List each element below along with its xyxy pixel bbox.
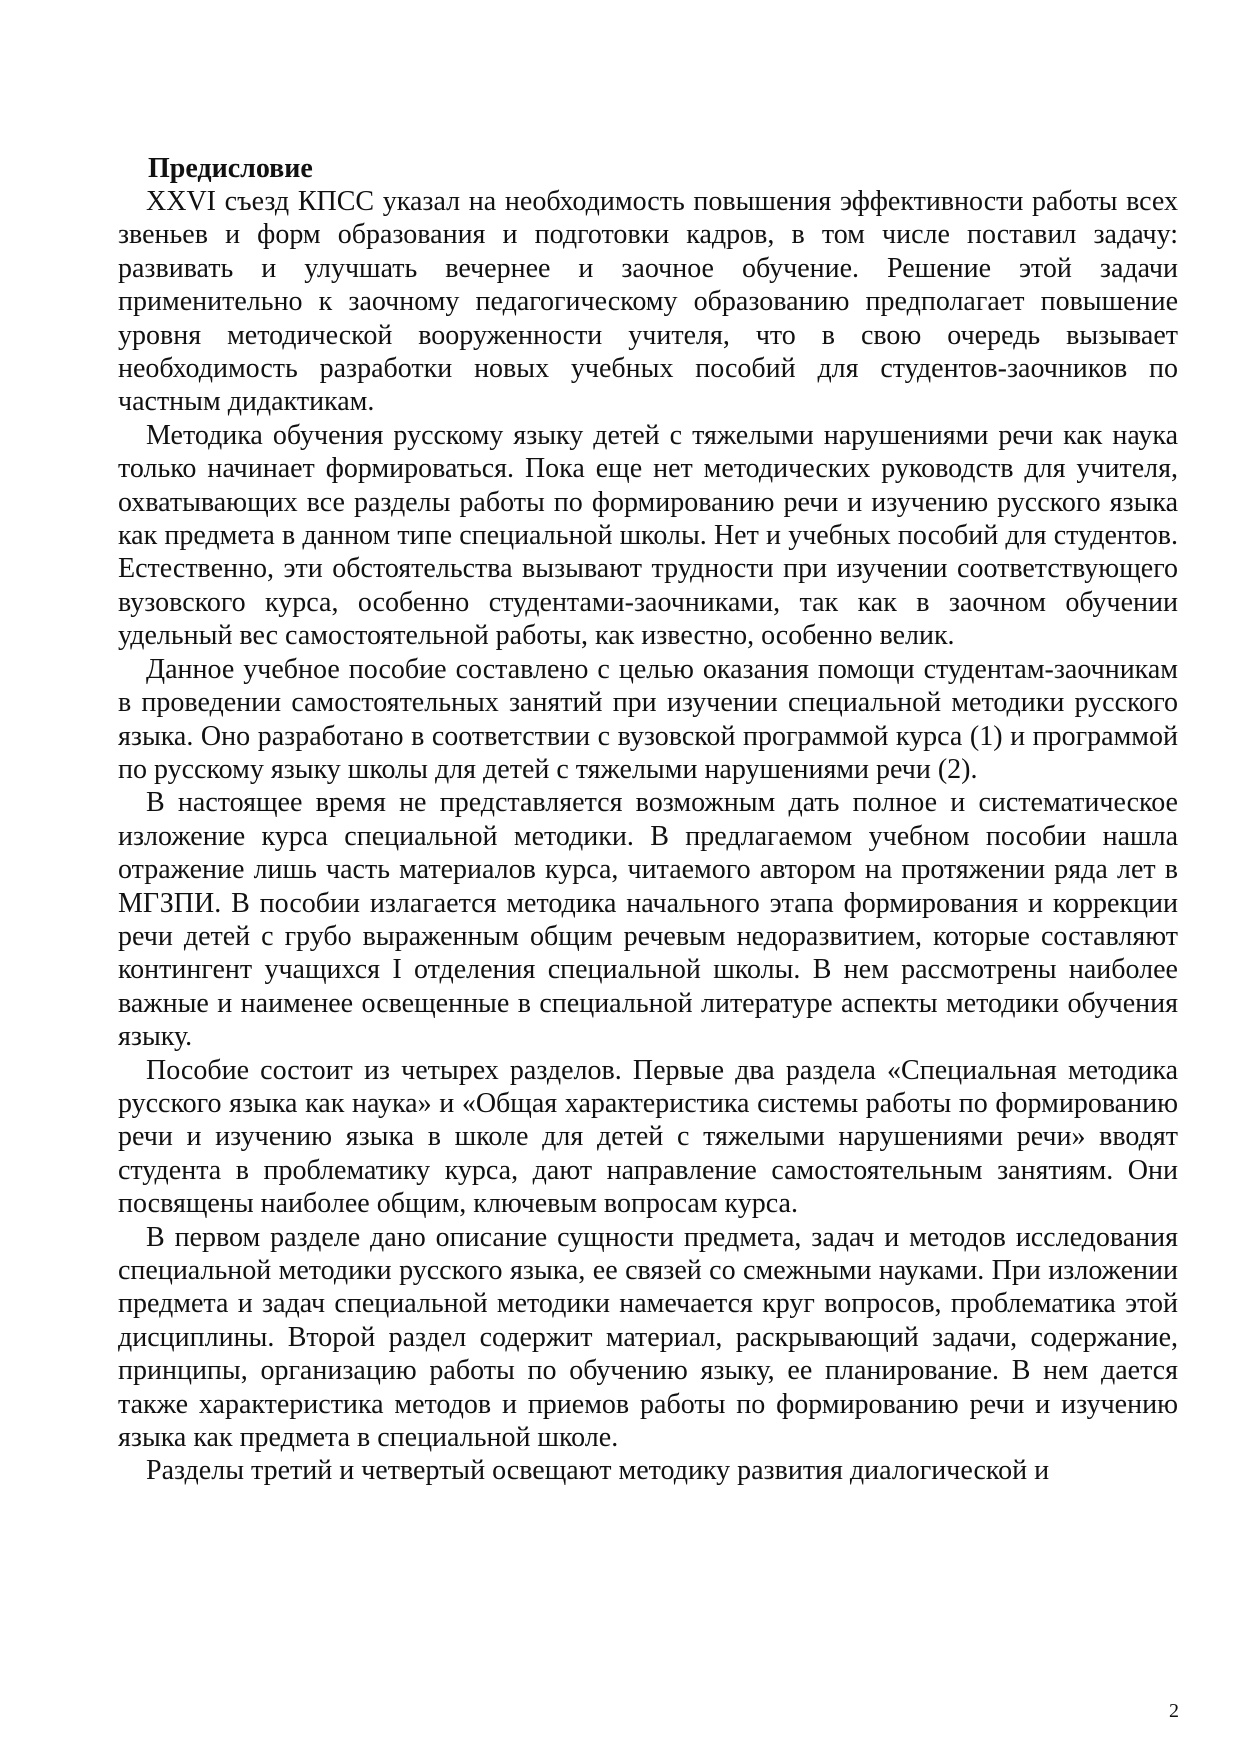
paragraph: Данное учебное пособие составлено с целью оказания помощи студентам-заочникам в проведении самостоятельных занятий при изучении специальной методики русского языка. Оно разработано в соответствии с вузовской программой курса (1) и программой по русскому языку школы для детей с тяжелыми нарушениями речи (2). <box>118 653 1178 785</box>
paragraph: В настоящее время не представляется возможным дать полное и систематическое изложение курса специальной методики. В предлагаемом учебном пособии нашла отражение лишь часть материалов курса, читаемого автором на протяжении ряда лет в МГЗПИ. В пособии излагается методика начального этапа формирования и коррекции речи детей с грубо выраженным общим речевым недоразвитием, которые составляют контингент учащихся I отделения специальной школы. В нем рассмотрены наиболее важные и наименее освещенные в специальной литературе аспекты методики обучения языку. <box>118 787 1178 1053</box>
paragraph: Методика обучения русскому языку детей с тяжелыми нарушениями речи как наука только начинает формироваться. Пока еще нет методических руководств для учителя, охватывающих все разделы работы по формированию речи и изучению русского языка как предмета в данном типе специальной школы. Нет и учебных пособий для студентов. Естественно, эти обстоятельства вызывают трудности при изучении соответствующего вузовского курса, особенно студентами-заочниками, так как в заочном обучении удельный вес самостоятельной работы, как известно, особенно велик. <box>118 419 1178 652</box>
paragraph: XXVI съезд КПСС указал на необходимость повышения эффективности работы всех звеньев и форм образования и подготовки кадров, в том числе поставил задачу: развивать и улучшать вечернее и заочное обучение. Решение этой задачи применительно к заочному педагогическому образованию предполагает повышение уровня методической вооруженности учителя, что в свою очередь вызывает необходимость разработки новых учебных пособий для студентов-заочников по частным дидактикам. <box>118 186 1178 418</box>
page-title: Предисловие <box>148 153 313 184</box>
document-page <box>118 152 1178 1488</box>
paragraph: В первом разделе дано описание сущности предмета, задач и методов исследования специальной методики русского языка, ее связей со смежными науками. При изложении предмета и задач специальной методики намечается круг вопросов, проблематика этой дисциплины. Второй раздел содержит материал, раскрывающий задачи, содержание, принципы, организацию работы по обучению языку, ее планирование. В нем дается также характеристика методов и приемов работы по формированию речи и изучению языка как предмета в специальной школе. <box>118 1221 1178 1454</box>
page-number: 2 <box>1169 1700 1179 1722</box>
paragraph: Пособие состоит из четырех разделов. Первые два раздела «Специальная методика русского языка как наука» и «Общая характеристика системы работы по формированию речи и изучению языка в школе для детей с тяжелыми нарушениями речи» вводят студента в проблематику курса, дают направление самостоятельным занятиям. Они посвящены наиболее общим, ключевым вопросам курса. <box>118 1054 1178 1220</box>
paragraph: Разделы третий и четвертый освещают методику развития диалогической и <box>146 1455 1050 1487</box>
